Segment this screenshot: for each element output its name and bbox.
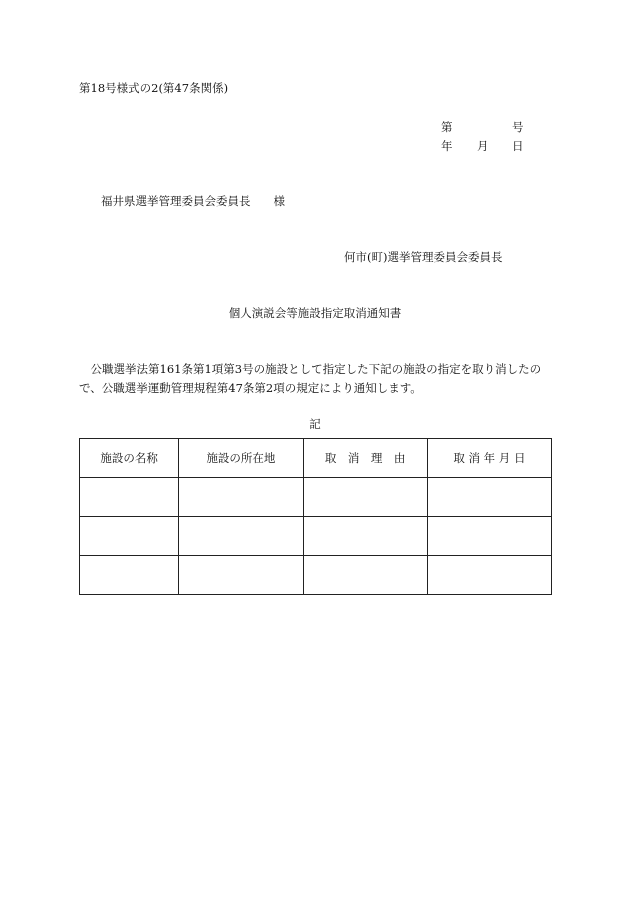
table-cell: [179, 517, 303, 556]
table-cell: [427, 556, 551, 595]
table-header-row: [80, 439, 552, 478]
table-row: [80, 556, 552, 595]
table-cell: [303, 517, 427, 556]
facility-table: [79, 438, 552, 595]
addressee: 福井県選挙管理委員会委員長 様: [101, 194, 285, 208]
date-month: 月: [477, 139, 489, 153]
table-cell: [303, 556, 427, 595]
form-number: 第18号様式の2(第47条関係): [79, 81, 229, 95]
header-facility-location: 施設の所在地: [179, 439, 303, 478]
table-cell: [427, 478, 551, 517]
document-title: 個人演説会等施設指定取消通知書: [228, 306, 402, 320]
table-row: [80, 478, 552, 517]
table-cell: [303, 478, 427, 517]
table-cell: [179, 478, 303, 517]
table-cell: [80, 478, 179, 517]
number-suffix: 号: [512, 120, 524, 134]
table-cell: [80, 556, 179, 595]
table-cell: [80, 517, 179, 556]
table-row: [80, 517, 552, 556]
body-line-2: で、公職選挙運動管理規程第47条第2項の規定により通知します。: [79, 381, 422, 395]
table-cell: [427, 517, 551, 556]
header-cancel-date: 取 消 年 月 日: [427, 439, 551, 478]
number-prefix: 第: [441, 120, 453, 134]
body-text: [79, 360, 554, 398]
table-cell: [179, 556, 303, 595]
header-cancel-reason: 取 消 理 由: [303, 439, 427, 478]
header-facility-name: 施設の名称: [80, 439, 179, 478]
sender: 何市(町)選挙管理委員会委員長: [344, 250, 503, 264]
ki-heading: 記: [309, 417, 321, 431]
date-year: 年: [441, 139, 453, 153]
date-day: 日: [512, 139, 524, 153]
body-line-1: 公職選挙法第161条第1項第3号の施設として指定した下記の施設の指定を取り消したの: [79, 362, 542, 376]
